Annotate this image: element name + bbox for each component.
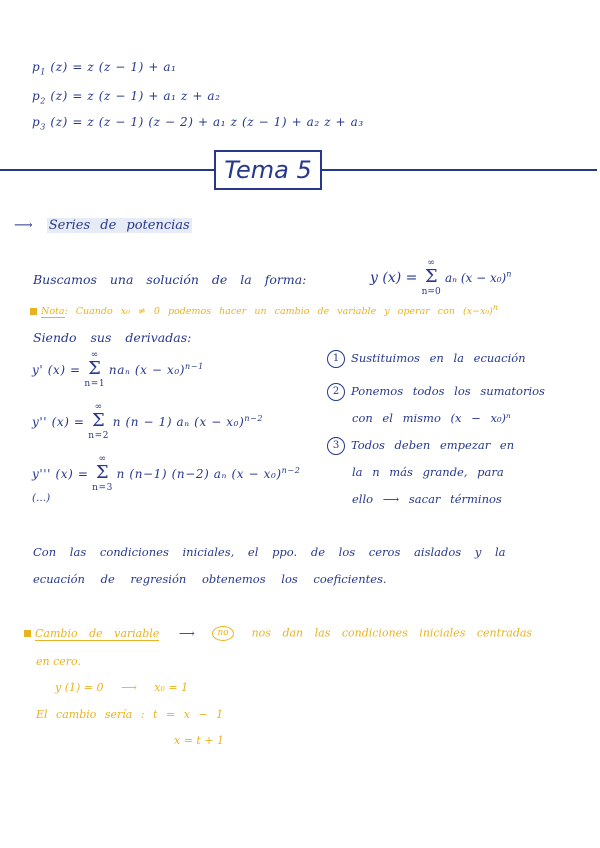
search-formula xyxy=(370,258,512,297)
poly-p1 xyxy=(32,60,177,76)
deriv-2-exp: n−2 xyxy=(244,414,264,423)
sum-symbol: ∞ Σ n=3 xyxy=(96,462,109,483)
sum-lower: n=0 xyxy=(421,287,441,297)
sum-lower: n=3 xyxy=(92,483,114,493)
cambio-example-1-lhs: y (1) = 0 xyxy=(55,681,104,694)
arrow-right-icon: ⟶ xyxy=(121,681,137,694)
step-3-text: Todos deben empezar en xyxy=(351,438,515,452)
deriv-3-lhs: y''' (x) = xyxy=(32,467,89,481)
step-number-icon: 1 xyxy=(327,350,345,368)
cambio-line-2: en cero. xyxy=(36,655,81,668)
no-circle: no xyxy=(212,626,234,641)
poly-p2-expr: (z) = z (z − 1) + a₁ z + a₂ xyxy=(50,89,221,103)
sum-symbol: ∞ Σ n=0 xyxy=(425,266,438,287)
poly-p3-expr: (z) = z (z − 1) (z − 2) + a₁ z (z − 1) + a₂ z + a₃ xyxy=(50,115,364,129)
cambio-label: Cambio de variable xyxy=(35,626,160,640)
nota-label: Nota xyxy=(41,306,65,318)
conclusion-line-2: ecuación de regresión obtenemos los coeficientes. xyxy=(33,572,387,586)
deriv-1-lhs: y' (x) = xyxy=(32,363,81,377)
cambio-example-1 xyxy=(55,681,188,694)
step-2-text: Ponemos todos los sumatorios xyxy=(351,384,545,398)
cambio-example-1-rhs: x₀ = 1 xyxy=(154,681,189,694)
step-number-icon: 3 xyxy=(327,437,345,455)
deriv-2 xyxy=(32,402,264,441)
step-1 xyxy=(327,350,526,368)
arrow-right-icon: ⟶ xyxy=(14,218,33,233)
poly-p3 xyxy=(32,115,364,131)
search-formula-rhs: aₙ (x − x₀) xyxy=(445,271,507,285)
search-text: Buscamos una solución de la forma: xyxy=(33,272,307,287)
sum-upper: ∞ xyxy=(90,350,99,360)
poly-p3-sub: 3 xyxy=(40,122,46,132)
deriv-1-rhs: naₙ (x − x₀) xyxy=(108,363,186,377)
sum-upper: ∞ xyxy=(94,402,103,412)
title-rule-right xyxy=(322,169,597,171)
section-header xyxy=(14,218,192,233)
deriv-3 xyxy=(32,454,301,493)
sum-upper: ∞ xyxy=(427,258,435,268)
cambio-text-1: nos dan las condiciones iniciales centradas xyxy=(251,626,533,640)
deriv-etc: (...) xyxy=(32,492,51,504)
poly-p1-sub: 1 xyxy=(40,67,46,77)
cambio-line-1 xyxy=(24,626,532,641)
poly-p2-sub: 2 xyxy=(40,96,46,106)
cambio-example-2: El cambio sería : t = x − 1 xyxy=(36,708,224,721)
poly-p1-name: p xyxy=(32,60,41,74)
deriv-1-exp: n−1 xyxy=(185,362,204,371)
deriv-3-rhs: n (n−1) (n−2) aₙ (x − x₀) xyxy=(116,467,282,481)
bullet-icon xyxy=(24,630,31,637)
nota-line xyxy=(30,303,498,317)
step-3-line3: ello ⟶ sacar términos xyxy=(352,492,502,506)
poly-p2-name: p xyxy=(32,89,41,103)
sum-symbol: ∞ Σ n=2 xyxy=(92,410,105,431)
section-title: Series de potencias xyxy=(48,218,190,233)
deriv-1 xyxy=(32,350,204,389)
poly-p2 xyxy=(32,89,221,105)
poly-p3-name: p xyxy=(32,115,41,129)
sum-symbol: ∞ Σ n=1 xyxy=(88,358,101,379)
step-3 xyxy=(327,437,514,455)
deriv-2-lhs: y'' (x) = xyxy=(32,415,85,429)
step-2 xyxy=(327,383,545,401)
sum-lower: n=1 xyxy=(84,379,106,389)
conclusion-line-1: Con las condiciones iniciales, el ppo. de los ceros aislados y la xyxy=(33,545,506,559)
arrow-right-icon: ⟶ xyxy=(178,626,195,640)
step-3-line2: la n más grande, para xyxy=(352,465,504,479)
nota-exp: n xyxy=(492,303,499,312)
bullet-icon xyxy=(30,308,37,315)
step-2-line2: con el mismo (x − x₀)ⁿ xyxy=(352,411,511,425)
search-formula-exp: n xyxy=(506,269,512,279)
search-formula-lhs: y (x) = xyxy=(370,270,418,286)
deriv-3-exp: n−2 xyxy=(281,466,301,475)
step-1-text: Sustituimos en la ecuación xyxy=(351,351,526,365)
deriv-2-rhs: n (n − 1) aₙ (x − x₀) xyxy=(112,415,245,429)
sum-lower: n=2 xyxy=(88,431,110,441)
derivs-intro: Siendo sus derivadas: xyxy=(33,330,192,345)
cambio-example-3: x = t + 1 xyxy=(174,734,225,747)
nota-text: : Cuando x₀ ≠ 0 podemos hacer un cambio de variable y operar con (x−x₀) xyxy=(64,306,493,318)
poly-p1-expr: (z) = z (z − 1) + a₁ xyxy=(50,60,177,74)
step-number-icon: 2 xyxy=(327,383,345,401)
sum-upper: ∞ xyxy=(98,454,107,464)
title-rule-left xyxy=(0,169,214,171)
page-title: Tema 5 xyxy=(214,150,322,190)
